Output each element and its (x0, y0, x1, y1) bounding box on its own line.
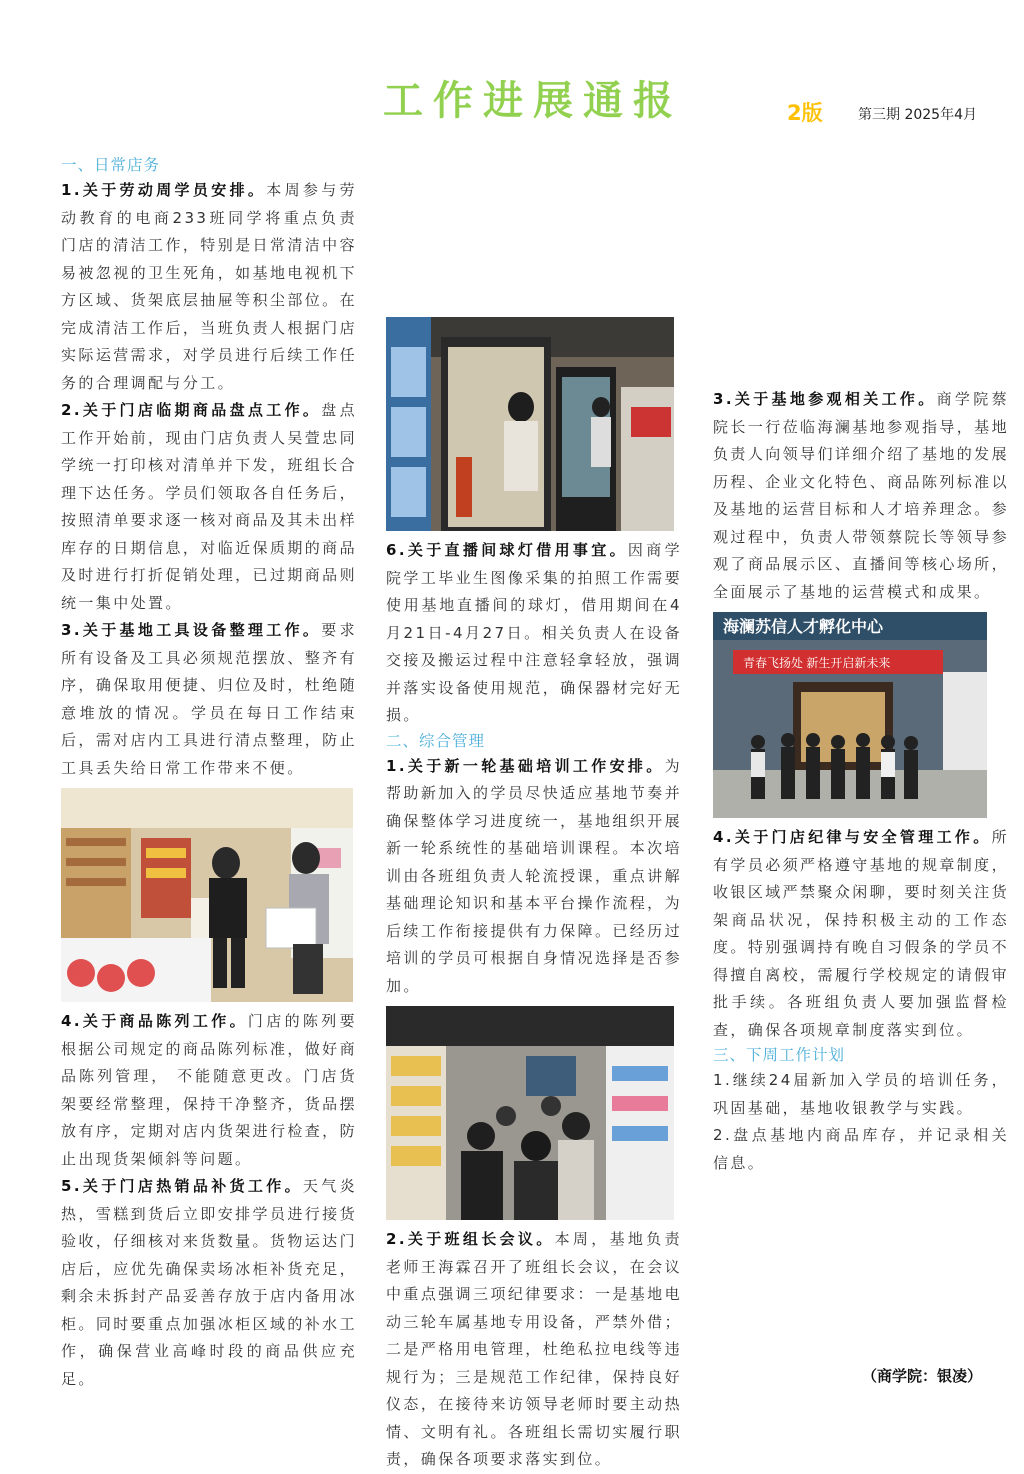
item-title: 2.关于班组长会议。 (386, 1230, 555, 1248)
column-middle (386, 157, 682, 1474)
photo-leaders-visit (713, 612, 987, 818)
plan-item-inventory: 2.盘点基地内商品库存，并记录相关信息。 (713, 1126, 1009, 1172)
item-tools-organize (61, 617, 357, 782)
item-body: 要求所有设备及工具必须规范摆放、整齐有序，确保取用便捷、归位及时，杜绝随意堆放的情况。学员在每日工作结束后，需对店内工具进行清点整理，防止工具丢失给日常工作带来不便。 (61, 621, 357, 777)
issue-date: 第三期 2025年4月 (858, 107, 977, 123)
author-signature: （商学院：银凌） (862, 1367, 983, 1385)
item-title: 6.关于直播间球灯借用事宜。 (386, 541, 628, 559)
item-basic-training (386, 753, 682, 1001)
item-labor-week (61, 177, 357, 397)
item-body: 门店的陈列要根据公司规定的商品陈列标准，做好商品陈列管理， 不能随意更改。门店货架要经常整理，保持干净整齐，货品摆放有序，定期对店内货架进行检查，防止出现货架倾斜等问题。 (61, 1012, 357, 1168)
item-title: 5.关于门店热销品补货工作。 (61, 1177, 303, 1195)
newsletter-title: 工作进展通报 (383, 78, 683, 124)
section-heading-next-week: 三、下周工作计划 (713, 1046, 846, 1064)
item-discipline-safety (713, 824, 1009, 1044)
photo-freezer-restock (386, 317, 674, 531)
section-heading-daily: 一、日常店务 (61, 156, 161, 174)
column-right (713, 150, 1009, 1177)
item-body: 商学院蔡院长一行莅临海澜基地参观指导，基地负责人向领导们详细介绍了基地的发展历程、企业文化特色、商品陈列标准以及基地的运营目标和人才培养理念。参观过程中，负责人带领蔡院长等领导参观了商品展示区、直播间等核心场所，全面展示了基地的运营模式和成果。 (713, 390, 1009, 601)
item-body: 本周参与劳动教育的电商233班同学将重点负责门店的清洁工作，特别是日常清洁中容易被忽视的卫生死角，如基地电视机下方区域、货架底层抽屉等积尘部位。在完成清洁工作后，当班负责人根据门店实际运营需求，对学员进行后续工作任务的合理调配与分工。 (61, 181, 357, 392)
item-body: 所有学员必须严格遵守基地的规章制度，收银区域严禁聚众闲聊，要时刻关注货架商品状况，保持积极主动的工作态度。特别强调持有晚自习假条的学员不得擅自离校，需履行学校规定的请假审批手续。各班组负责人要加强监督检查，确保各项规章制度落实到位。 (713, 828, 1009, 1039)
item-title: 3.关于基地工具设备整理工作。 (61, 621, 322, 639)
photo-training-session (386, 1006, 674, 1220)
item-body: 因商学院学工毕业生图像采集的拍照工作需要使用基地直播间的球灯，借用期间在4月21日-4月27日。相关负责人在设备交接及搬运过程中注意轻拿轻放，强调并落实设备使用规范，确保器材完好无损。 (386, 541, 682, 724)
photo-banner-text: 青春飞扬处 新生开启新未来 (743, 656, 891, 670)
item-title: 1.关于新一轮基础培训工作安排。 (386, 756, 665, 775)
item-title: 2.关于门店临期商品盘点工作。 (61, 401, 322, 419)
item-product-display (61, 1008, 357, 1173)
continued-text-spacer (713, 150, 1009, 386)
photo-store-cleaning (61, 788, 353, 1002)
item-title: 4.关于门店纪律与安全管理工作。 (713, 828, 992, 846)
item-body: 为帮助新加入的学员尽快适应基地节奏并确保整体学习进度统一，基地组织开展新一轮系统性的基础培训课程。本次培训由各班组负责人轮流授课，重点讲解基础理论知识和基本平台操作流程，为后续工作衔接提供有力保障。已经历过培训的学员可根据自身情况选择是否参加。 (386, 756, 682, 995)
item-title: 3.关于基地参观相关工作。 (713, 390, 937, 408)
item-live-room-light (386, 537, 682, 730)
item-body: 本周，基地负责老师王海霖召开了班组长会议，在会议中重点强调三项纪律要求：一是基地电动三轮车属基地专用设备，严禁外借；二是严格用电管理，杜绝私拉电线等违规行为；三是规范工作纪律，保持良好仪态，在接待来访领导老师时要主动热情、文明有礼。各班组长需切实履行职责，确保各项要求落实到位。 (386, 1230, 682, 1468)
photo-sign-text: 海澜苏信人才孵化中心 (723, 619, 884, 636)
item-expiry-stocktake (61, 397, 357, 617)
item-body: 天气炎热，雪糕到货后立即安排学员进行接货验收，仔细核对来货数量。货物运达门店后，应优先确保卖场冰柜补货充足，剩余未拆封产品妥善存放于店内备用冰柜。同时要重点加强冰柜区域的补水工作，确保营业高峰时段的商品供应充足。 (61, 1177, 357, 1388)
item-team-leader-meeting (386, 1226, 682, 1474)
item-restock-hot (61, 1173, 357, 1393)
item-body: 盘点工作开始前，现由门店负责人吴萱忠同学统一打印核对清单并下发，班组长合理下达任务。学员们领取各自任务后，按照清单要求逐一核对商品及其未出样库存的日期信息，对临近保质期的商品及时进行打折促销处理，已过期商品则统一集中处置。 (61, 401, 357, 612)
column-left (61, 154, 357, 1393)
section-heading-management: 二、综合管理 (386, 731, 486, 750)
item-title: 1.关于劳动周学员安排。 (61, 181, 267, 199)
edition-label: 2版 (787, 101, 823, 125)
item-base-visit (713, 386, 1009, 606)
item-title: 4.关于商品陈列工作。 (61, 1012, 248, 1030)
plan-item-training: 1.继续24届新加入学员的培训任务，巩固基础，基地收银教学与实践。 (713, 1071, 1009, 1117)
